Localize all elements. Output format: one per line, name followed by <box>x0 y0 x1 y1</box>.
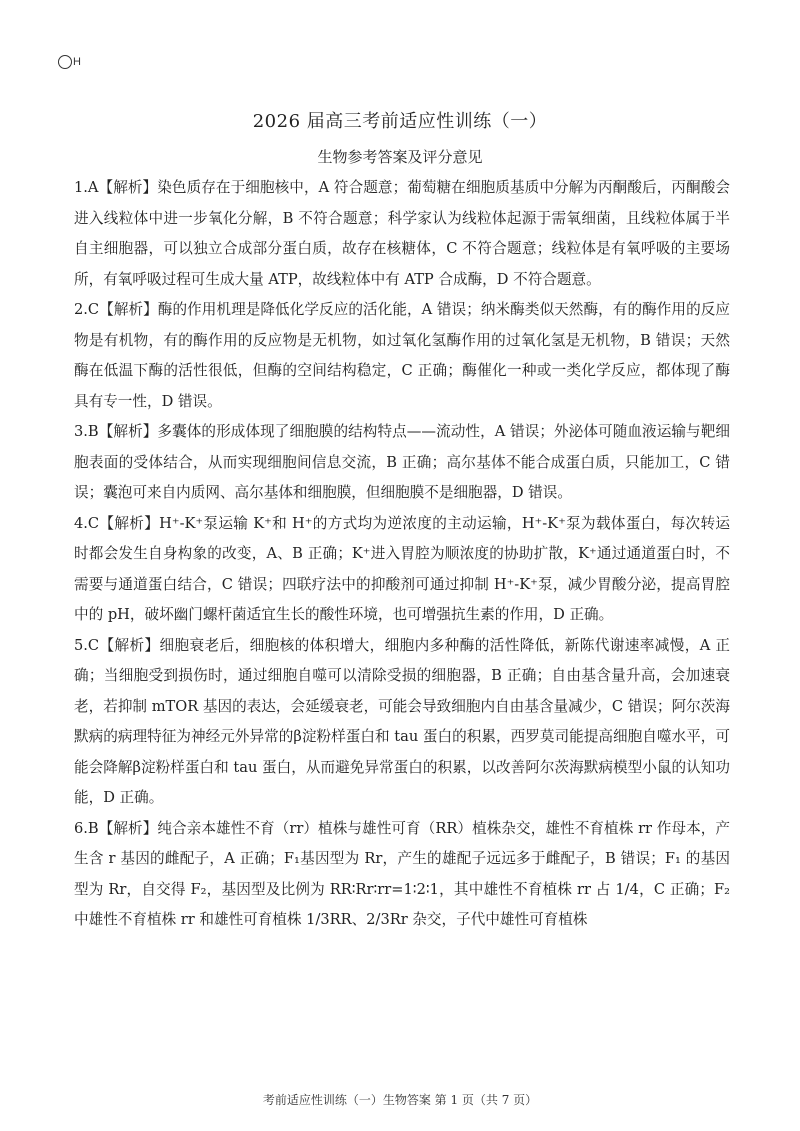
page-footer: 考前适应性训练（一）生物答案 第 1 页（共 7 页） <box>262 1093 538 1107</box>
answer-item-4: 4.C【解析】H⁺-K⁺泵运输 K⁺和 H⁺的方式均为逆浓度的主动运输，H⁺-K⁺泵为载体蛋白，每次转运时都会发生自身构象的改变，A、B 正确；K⁺进入胃腔为顺浓度的协助扩散，K⁺通过通道蛋白时，不需要与通道蛋白结合，C 错误；四联疗法中的抑酸剂可通过抑制 H⁺-K⁺泵，减少胃酸分泌，提高胃腔中的 pH，破坏幽门螺杆菌适宜生长的酸性环境，也可增强抗生素的作用，D 正确。 <box>74 514 730 623</box>
answer-item-3: 3.B【解析】多囊体的形成体现了细胞膜的结构特点——流动性，A 错误；外泌体可随血液运输与靶细胞表面的受体结合，从而实现细胞间信息交流，B 正确；高尔基体不能合成蛋白质，只能加工，C 错误；囊泡可来自内质网、高尔基体和细胞膜，但细胞膜不是细胞器，D 错误。 <box>74 423 730 501</box>
answer-list <box>74 173 730 936</box>
answer-item-6: 6.B【解析】纯合亲本雄性不育（rr）植株与雄性可育（RR）植株杂交，雄性不育植株 rr 作母本，产生含 r 基因的雌配子，A 正确；F₁基因型为 Rr，产生的雄配子远远多于雌配子，B 错误；F₁ 的基因型为 Rr，自交得 F₂，基因型及比例为 RR∶Rr∶rr=1∶2∶1，其中雄性不育植株 rr 占 1/4，C 正确；F₂中雄性不育植株 rr 和雄性可育植株 1/3RR、2/3Rr 杂交，子代中雄性可育植株 <box>74 819 730 928</box>
circle-logo-icon <box>58 55 72 69</box>
page-subtitle: 生物参考答案及评分意见 <box>317 148 483 166</box>
publisher-logo <box>58 55 81 69</box>
answer-item-1: 1.A【解析】染色质存在于细胞核中，A 符合题意；葡萄糖在细胞质基质中分解为丙酮酸后，丙酮酸会进入线粒体中进一步氧化分解，B 不符合题意；科学家认为线粒体起源于需氧细菌，且线粒体属于半自主细胞器，可以独立合成部分蛋白质，故存在核糖体，C 不符合题意；线粒体是有氧呼吸的主要场所，有氧呼吸过程可生成大量 ATP，故线粒体中有 ATP 合成酶，D 不符合题意。 <box>74 179 730 288</box>
answer-item-5: 5.C【解析】细胞衰老后，细胞核的体积增大，细胞内多种酶的活性降低，新陈代谢速率减慢，A 正确；当细胞受到损伤时，通过细胞自噬可以清除受损的细胞器，B 正确；自由基含量升高，会加速衰老，若抑制 mTOR 基因的表达，会延缓衰老，可能会导致细胞内自由基含量减少，C 错误；阿尔茨海默病的病理特征为神经元外异常的β淀粉样蛋白和 tau 蛋白的积累，西罗莫司能提高细胞自噬水平，可能会降解β淀粉样蛋白和 tau 蛋白，从而避免异常蛋白的积累，以改善阿尔茨海默病模型小鼠的认知功能，D 正确。 <box>74 636 730 806</box>
page-title: 2026 届高三考前适应性训练（一） <box>252 111 548 132</box>
logo-letter: H <box>73 55 81 68</box>
answer-item-2: 2.C【解析】酶的作用机理是降低化学反应的活化能，A 错误；纳米酶类似天然酶，有的酶作用的反应物是有机物，有的酶作用的反应物是无机物，如过氧化氢酶作用的过氧化氢是无机物，B 错误；天然酶在低温下酶的活性很低，但酶的空间结构稳定，C 正确；酶催化一种或一类化学反应，都体现了酶具有专一性，D 错误。 <box>74 301 730 410</box>
